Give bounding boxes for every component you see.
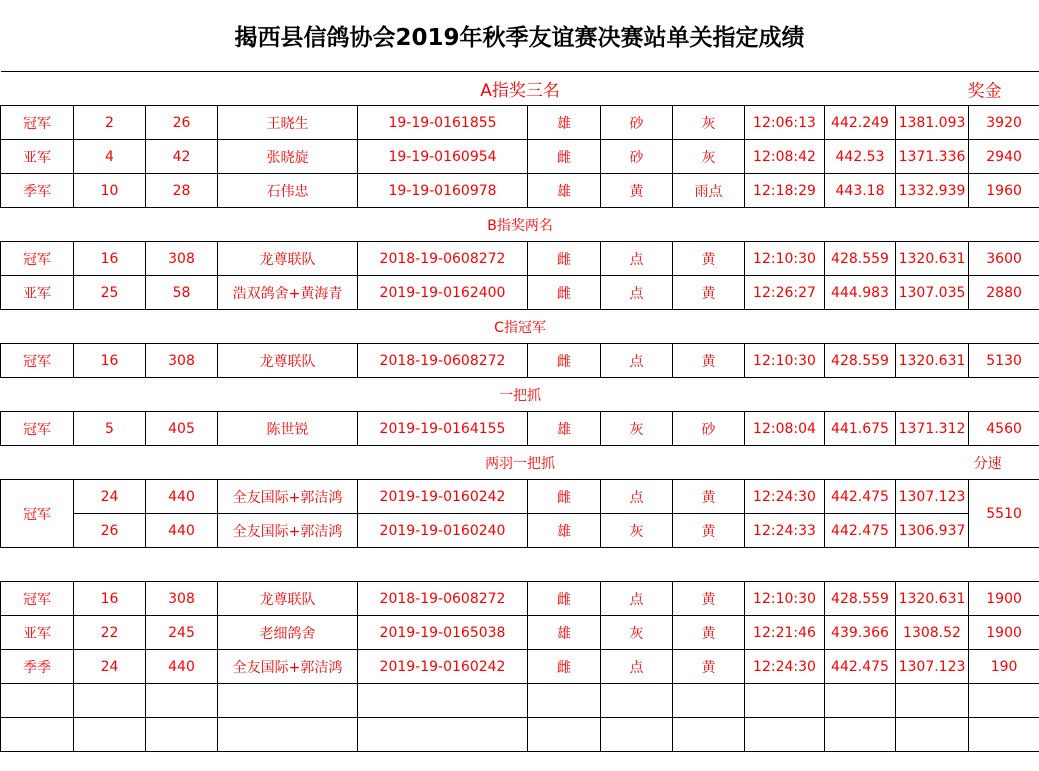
cell-arrival-time: 12:06:13 xyxy=(745,106,825,140)
cell-position: 22 xyxy=(74,616,146,650)
cell-sex: 雌 xyxy=(528,242,601,276)
cell-prize: 2940 xyxy=(969,140,1039,174)
cell-distance: 428.559 xyxy=(825,344,896,378)
cell-prize: 1960 xyxy=(969,174,1039,208)
cell-empty xyxy=(1,718,74,752)
cell-arrival-time: 12:24:33 xyxy=(745,514,825,548)
cell-distance: 428.559 xyxy=(825,582,896,616)
cell-prize: 190 xyxy=(969,650,1039,684)
cell-speed: 1308.52 xyxy=(896,616,969,650)
cell-distance: 442.475 xyxy=(825,480,896,514)
cell-eye: 点 xyxy=(601,582,673,616)
cell-eye: 点 xyxy=(601,242,673,276)
cell-sex: 雄 xyxy=(528,106,601,140)
table-row xyxy=(1,616,1039,650)
cell-arrival-time: 12:26:27 xyxy=(745,276,825,310)
cell-color: 黄 xyxy=(673,650,745,684)
section-right-label: 奖金 xyxy=(967,81,1002,101)
table-row xyxy=(1,174,1039,208)
table-row xyxy=(1,106,1039,140)
cell-owner: 王晓生 xyxy=(218,106,358,140)
cell-empty xyxy=(528,718,601,752)
cell-position: 26 xyxy=(74,514,146,548)
cell-ring-no: 19-19-0160978 xyxy=(358,174,528,208)
cell-owner: 浩双鸽舍+黄海青 xyxy=(218,276,358,310)
cell-color: 黄 xyxy=(673,276,745,310)
cell-distance: 444.983 xyxy=(825,276,896,310)
cell-ring-no: 2018-19-0608272 xyxy=(358,582,528,616)
cell-empty xyxy=(825,718,896,752)
cell-arrival-time: 12:10:30 xyxy=(745,242,825,276)
cell-sex: 雌 xyxy=(528,582,601,616)
cell-sex: 雌 xyxy=(528,140,601,174)
cell-distance: 442.53 xyxy=(825,140,896,174)
cell-arrival-time: 12:08:42 xyxy=(745,140,825,174)
cell-prize: 4560 xyxy=(969,412,1039,446)
cell-owner: 老细鸽舍 xyxy=(218,616,358,650)
cell-empty xyxy=(1,684,74,718)
section-title: B指奖两名 xyxy=(487,217,553,234)
cell-empty xyxy=(673,718,745,752)
cell-rank: 季季 xyxy=(1,650,74,684)
cell-sex: 雌 xyxy=(528,480,601,514)
cell-pigeon-no: 28 xyxy=(146,174,218,208)
cell-speed: 1307.123 xyxy=(896,650,969,684)
cell-ring-no: 2019-19-0162400 xyxy=(358,276,528,310)
cell-pigeon-no: 308 xyxy=(146,582,218,616)
cell-owner: 龙尊联队 xyxy=(218,344,358,378)
cell-pigeon-no: 26 xyxy=(146,106,218,140)
cell-position: 5 xyxy=(74,412,146,446)
cell-ring-no: 2018-19-0608272 xyxy=(358,242,528,276)
cell-empty xyxy=(896,718,969,752)
cell-sex: 雌 xyxy=(528,650,601,684)
cell-distance: 439.366 xyxy=(825,616,896,650)
cell-rank: 冠军 xyxy=(1,582,74,616)
empty-row xyxy=(1,718,1039,752)
cell-color: 黄 xyxy=(673,582,745,616)
cell-sex: 雄 xyxy=(528,616,601,650)
cell-speed: 1307.035 xyxy=(896,276,969,310)
cell-speed: 1332.939 xyxy=(896,174,969,208)
cell-empty xyxy=(673,684,745,718)
cell-eye: 点 xyxy=(601,650,673,684)
cell-color: 砂 xyxy=(673,412,745,446)
cell-rank: 冠军 xyxy=(1,344,74,378)
cell-position: 10 xyxy=(74,174,146,208)
cell-empty xyxy=(146,718,218,752)
cell-pigeon-no: 405 xyxy=(146,412,218,446)
cell-eye: 点 xyxy=(601,480,673,514)
table-row xyxy=(1,276,1039,310)
table-row xyxy=(1,412,1039,446)
cell-owner: 全友国际+郭洁鸿 xyxy=(218,480,358,514)
cell-empty xyxy=(969,718,1039,752)
cell-empty xyxy=(601,684,673,718)
cell-position: 24 xyxy=(74,650,146,684)
cell-empty xyxy=(745,718,825,752)
cell-owner: 全友国际+郭洁鸿 xyxy=(218,514,358,548)
table-row xyxy=(1,514,1039,548)
cell-distance: 428.559 xyxy=(825,242,896,276)
section-header-b xyxy=(1,208,1039,242)
cell-sex: 雌 xyxy=(528,344,601,378)
cell-arrival-time: 12:10:30 xyxy=(745,582,825,616)
cell-ring-no: 2019-19-0165038 xyxy=(358,616,528,650)
cell-empty xyxy=(358,718,528,752)
cell-color: 黄 xyxy=(673,514,745,548)
cell-rank: 亚军 xyxy=(1,276,74,310)
cell-color: 黄 xyxy=(673,242,745,276)
cell-eye: 点 xyxy=(601,276,673,310)
blank-row xyxy=(1,548,1039,582)
section-title: C指冠军 xyxy=(494,319,546,336)
cell-position: 16 xyxy=(74,242,146,276)
cell-speed: 1371.312 xyxy=(896,412,969,446)
cell-position: 16 xyxy=(74,344,146,378)
cell-rank: 冠军 xyxy=(1,106,74,140)
cell-owner: 陈世锐 xyxy=(218,412,358,446)
cell-empty xyxy=(825,684,896,718)
cell-speed: 1320.631 xyxy=(896,582,969,616)
cell-arrival-time: 12:21:46 xyxy=(745,616,825,650)
cell-color: 黄 xyxy=(673,480,745,514)
cell-prize: 2880 xyxy=(969,276,1039,310)
cell-eye: 砂 xyxy=(601,106,673,140)
cell-rank: 亚军 xyxy=(1,140,74,174)
cell-speed: 1371.336 xyxy=(896,140,969,174)
cell-position: 4 xyxy=(74,140,146,174)
cell-position: 16 xyxy=(74,582,146,616)
section-header-a xyxy=(1,72,1039,106)
cell-ring-no: 2018-19-0608272 xyxy=(358,344,528,378)
cell-position: 2 xyxy=(74,106,146,140)
cell-pigeon-no: 440 xyxy=(146,480,218,514)
cell-owner: 全友国际+郭洁鸿 xyxy=(218,650,358,684)
cell-ring-no: 2019-19-0160242 xyxy=(358,650,528,684)
cell-empty xyxy=(218,718,358,752)
cell-empty xyxy=(896,684,969,718)
cell-arrival-time: 12:24:30 xyxy=(745,480,825,514)
cell-speed: 1306.937 xyxy=(896,514,969,548)
cell-eye: 黄 xyxy=(601,174,673,208)
cell-pigeon-no: 440 xyxy=(146,650,218,684)
section-title: 两羽一把抓 xyxy=(485,455,556,472)
cell-empty xyxy=(969,684,1039,718)
cell-distance: 441.675 xyxy=(825,412,896,446)
cell-owner: 石伟忠 xyxy=(218,174,358,208)
cell-ring-no: 2019-19-0164155 xyxy=(358,412,528,446)
section-header-d xyxy=(1,378,1039,412)
cell-rank: 冠军 xyxy=(1,412,74,446)
table-row xyxy=(1,582,1039,616)
cell-rank: 亚军 xyxy=(1,616,74,650)
section-title: A指奖三名 xyxy=(480,81,560,101)
cell-eye: 灰 xyxy=(601,616,673,650)
cell-pigeon-no: 308 xyxy=(146,242,218,276)
cell-owner: 龙尊联队 xyxy=(218,242,358,276)
cell-eye: 点 xyxy=(601,344,673,378)
cell-speed: 1320.631 xyxy=(896,344,969,378)
cell-position: 25 xyxy=(74,276,146,310)
cell-arrival-time: 12:18:29 xyxy=(745,174,825,208)
cell-empty xyxy=(74,718,146,752)
cell-pigeon-no: 440 xyxy=(146,514,218,548)
cell-ring-no: 19-19-0161855 xyxy=(358,106,528,140)
cell-distance: 442.475 xyxy=(825,650,896,684)
cell-rank: 季军 xyxy=(1,174,74,208)
cell-color: 雨点 xyxy=(673,174,745,208)
cell-eye: 灰 xyxy=(601,412,673,446)
cell-empty xyxy=(745,684,825,718)
cell-owner: 龙尊联队 xyxy=(218,582,358,616)
cell-ring-no: 2019-19-0160240 xyxy=(358,514,528,548)
section-title: 一把抓 xyxy=(499,387,542,404)
cell-color: 灰 xyxy=(673,106,745,140)
cell-color: 黄 xyxy=(673,344,745,378)
section-header-e xyxy=(1,446,1039,480)
cell-owner: 张晓旋 xyxy=(218,140,358,174)
empty-row xyxy=(1,684,1039,718)
results-table xyxy=(0,71,1039,752)
cell-arrival-time: 12:10:30 xyxy=(745,344,825,378)
cell-prize: 5130 xyxy=(969,344,1039,378)
cell-speed: 1307.123 xyxy=(896,480,969,514)
cell-prize: 3920 xyxy=(969,106,1039,140)
cell-empty xyxy=(146,684,218,718)
cell-prize: 1900 xyxy=(969,616,1039,650)
cell-pigeon-no: 58 xyxy=(146,276,218,310)
cell-sex: 雄 xyxy=(528,412,601,446)
cell-prize: 5510 xyxy=(969,480,1039,548)
cell-pigeon-no: 308 xyxy=(146,344,218,378)
cell-rank: 冠军 xyxy=(1,480,74,548)
table-row xyxy=(1,344,1039,378)
cell-pigeon-no: 42 xyxy=(146,140,218,174)
table-row xyxy=(1,480,1039,514)
cell-ring-no: 19-19-0160954 xyxy=(358,140,528,174)
cell-distance: 443.18 xyxy=(825,174,896,208)
cell-distance: 442.475 xyxy=(825,514,896,548)
table-row xyxy=(1,242,1039,276)
cell-eye: 砂 xyxy=(601,140,673,174)
cell-empty xyxy=(74,684,146,718)
table-row xyxy=(1,650,1039,684)
cell-empty xyxy=(528,684,601,718)
cell-color: 灰 xyxy=(673,140,745,174)
cell-eye: 灰 xyxy=(601,514,673,548)
cell-distance: 442.249 xyxy=(825,106,896,140)
cell-sex: 雌 xyxy=(528,276,601,310)
cell-color: 黄 xyxy=(673,616,745,650)
cell-sex: 雄 xyxy=(528,514,601,548)
cell-speed: 1320.631 xyxy=(896,242,969,276)
section-header-c xyxy=(1,310,1039,344)
cell-position: 24 xyxy=(74,480,146,514)
cell-rank: 冠军 xyxy=(1,242,74,276)
page-title: 揭西县信鸽协会2019年秋季友谊赛决赛站单关指定成绩 xyxy=(234,25,805,51)
cell-arrival-time: 12:24:30 xyxy=(745,650,825,684)
cell-arrival-time: 12:08:04 xyxy=(745,412,825,446)
cell-sex: 雄 xyxy=(528,174,601,208)
cell-empty xyxy=(358,684,528,718)
cell-speed: 1381.093 xyxy=(896,106,969,140)
cell-prize: 3600 xyxy=(969,242,1039,276)
cell-prize: 1900 xyxy=(969,582,1039,616)
cell-empty xyxy=(218,684,358,718)
section-right-label: 分速 xyxy=(973,455,1002,472)
table-row xyxy=(1,140,1039,174)
cell-pigeon-no: 245 xyxy=(146,616,218,650)
cell-ring-no: 2019-19-0160242 xyxy=(358,480,528,514)
cell-empty xyxy=(601,718,673,752)
